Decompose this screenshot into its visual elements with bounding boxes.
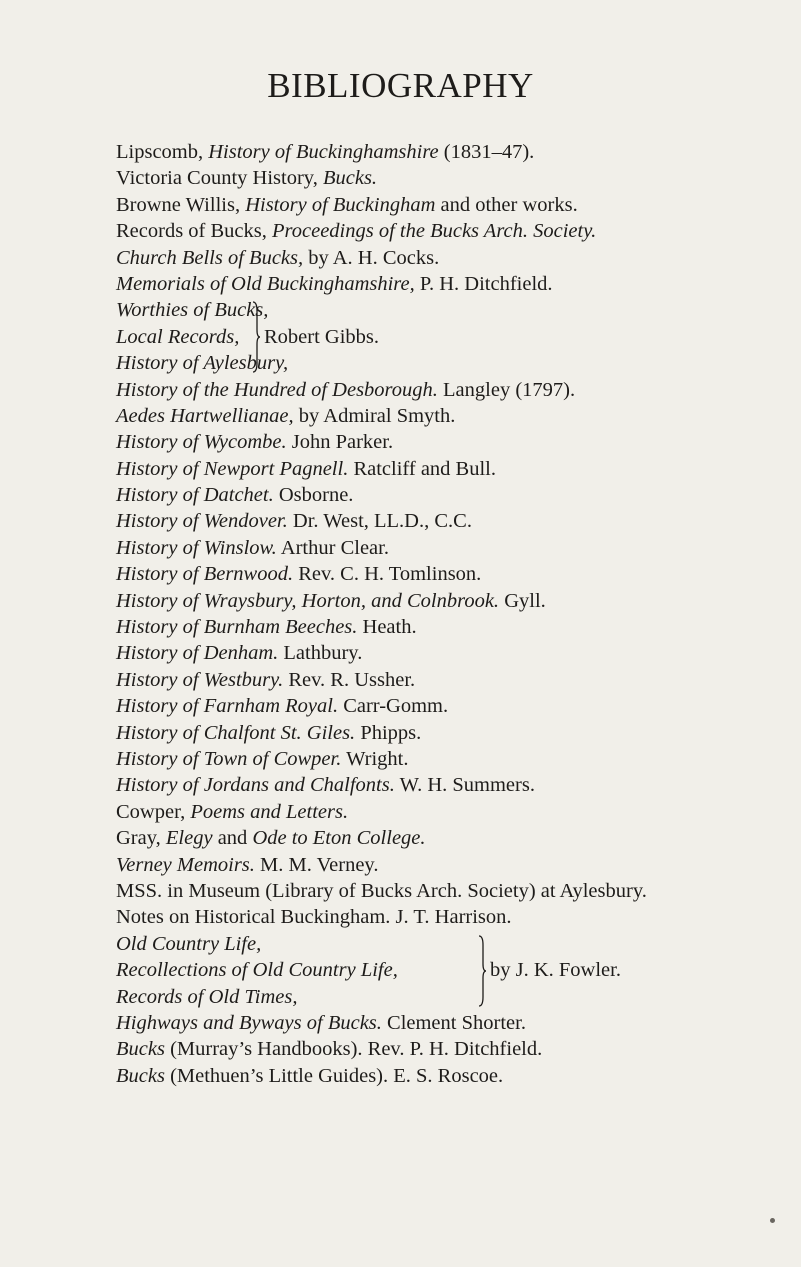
bibliography-entry xyxy=(116,614,796,640)
entry-title: Ode to Eton College. xyxy=(252,827,426,850)
entry-title: Bucks. xyxy=(322,167,378,190)
entry-text: (1831–47). xyxy=(438,141,535,163)
entry-group-gibbs xyxy=(116,297,796,376)
entry-title: Aedes Hartwellianae, xyxy=(116,404,294,427)
bibliography-entry xyxy=(116,535,796,561)
entry-text: Dr. West, LL.D., C.C. xyxy=(287,510,472,533)
entry-text: Wright. xyxy=(341,748,409,770)
entry-title: History of the Hundred of Desborough. xyxy=(116,378,438,401)
entry-title: History of Westbury. xyxy=(116,668,284,691)
entry-title: History of Chalfont St. Giles. xyxy=(116,721,356,744)
entry-group-fowler xyxy=(116,931,796,1010)
entry-title: Highways and Byways of Bucks. xyxy=(116,1011,382,1034)
entry-title: Elegy xyxy=(165,827,213,850)
entry-text: (Murray’s Handbooks). Rev. P. H. Ditchfield. xyxy=(164,1038,543,1061)
bibliography-entry xyxy=(116,377,796,403)
bibliography-entry xyxy=(116,588,796,614)
entry-title: History of Denham. xyxy=(116,642,279,665)
bibliography-entry xyxy=(116,218,796,244)
entries-section-b xyxy=(116,377,796,931)
entry-text: Rev. C. H. Tomlinson. xyxy=(293,563,482,586)
entry-title: History of Buckinghamshire xyxy=(208,141,439,163)
entry-text: Gray, xyxy=(116,827,166,850)
entry-title: History of Bernwood. xyxy=(116,563,294,586)
entry-title: History of Wycombe. xyxy=(116,431,287,454)
grouped-title: Worthies of Bucks, xyxy=(116,299,269,322)
entries-section-c xyxy=(116,1010,796,1089)
entry-text: Browne Willis, xyxy=(116,193,246,216)
bibliography-entry xyxy=(116,1010,796,1036)
entry-text: (Methuen’s Little Guides). E. S. Roscoe. xyxy=(164,1064,504,1087)
entry-text: by Admiral Smyth. xyxy=(293,404,456,427)
entry-text: Notes on Historical Buckingham. J. T. Harrison. xyxy=(116,906,512,929)
grouped-author: Robert Gibbs. xyxy=(264,325,380,348)
grouped-title: History of Aylesbury, xyxy=(116,352,289,375)
bibliography-entry xyxy=(116,456,796,482)
bibliography-entry xyxy=(116,693,796,719)
grouped-title: Old Country Life, xyxy=(116,932,262,955)
entry-title: Verney Memoirs. xyxy=(116,853,255,876)
entry-title: Bucks xyxy=(116,1064,165,1087)
bibliography-entry xyxy=(116,825,796,851)
grouped-title: Records of Old Times, xyxy=(116,985,298,1008)
entry-text: MSS. in Museum (Library of Bucks Arch. Society) at Aylesbury. xyxy=(116,879,647,902)
entry-text: Lipscomb, xyxy=(116,141,209,163)
bibliography-entry xyxy=(116,482,796,508)
entry-title: History of Jordans and Chalfonts. xyxy=(116,774,395,797)
bibliography-entry xyxy=(116,1063,796,1089)
bibliography-entry xyxy=(116,799,796,825)
grouped-title: Recollections of Old Country Life, xyxy=(116,959,398,982)
right-brace-icon xyxy=(252,301,260,373)
bibliography-entry xyxy=(116,746,796,772)
entry-title: Bucks xyxy=(116,1038,165,1061)
entry-text: Heath. xyxy=(357,616,417,639)
entry-text: Cowper, xyxy=(116,800,191,823)
entry-text: M. M. Verney. xyxy=(254,853,379,876)
entry-title: History of Burnham Beeches. xyxy=(116,616,358,639)
entry-title: History of Newport Pagnell. xyxy=(116,457,349,480)
bibliography-entry xyxy=(116,508,796,534)
bibliography-entry xyxy=(116,165,796,191)
right-brace-icon xyxy=(478,935,486,1007)
entry-title: History of Winslow. xyxy=(116,536,277,559)
entry-text: Carr-Gomm. xyxy=(338,695,449,718)
entry-title: Poems and Letters. xyxy=(190,800,349,823)
entry-title: Memorials of Old Buckinghamshire, xyxy=(116,272,415,295)
bibliography-entry xyxy=(116,1036,796,1062)
entry-title: History of Town of Cowper. xyxy=(116,748,342,770)
entry-text: Clement Shorter. xyxy=(381,1011,526,1034)
entry-text: and xyxy=(212,827,253,850)
entry-text: Lathbury. xyxy=(278,642,363,665)
entry-text: Records of Bucks, xyxy=(116,220,273,243)
grouped-author: by J. K. Fowler. xyxy=(490,959,621,982)
entry-text: Victoria County History, xyxy=(116,167,323,190)
entry-title: History of Buckingham xyxy=(245,193,436,216)
bibliography-entry xyxy=(116,904,796,930)
bibliography-entry xyxy=(116,640,796,666)
entry-text: Langley (1797). xyxy=(437,378,576,401)
entry-title: History of Datchet. xyxy=(116,484,274,507)
bibliography-entry xyxy=(116,403,796,429)
bibliography-entry xyxy=(116,772,796,798)
entry-text: Phipps. xyxy=(355,721,422,744)
bibliography-entry xyxy=(116,878,796,904)
grouped-title: Local Records, xyxy=(116,325,240,348)
entries-section-a xyxy=(116,139,796,297)
bibliography-entry xyxy=(116,139,796,165)
bibliography-entry xyxy=(116,429,796,455)
bibliography-entry xyxy=(116,245,796,271)
entry-text: by A. H. Cocks. xyxy=(303,246,440,269)
entry-text: Rev. R. Ussher. xyxy=(283,668,416,691)
entry-text: John Parker. xyxy=(286,431,394,454)
entry-title: History of Wraysbury, Horton, and Colnbrook. xyxy=(116,589,500,612)
entry-title: History of Farnham Royal. xyxy=(116,695,339,718)
entry-text: W. H. Summers. xyxy=(394,774,535,797)
bibliography-list xyxy=(116,139,796,1089)
bibliography-entry xyxy=(116,561,796,587)
entry-title: Church Bells of Bucks, xyxy=(116,246,304,269)
entry-text: Osborne. xyxy=(273,484,354,507)
page-title: BIBLIOGRAPHY xyxy=(267,66,534,105)
entry-text: and other works. xyxy=(435,193,578,216)
entry-text: Gyll. xyxy=(499,589,546,612)
bibliography-entry xyxy=(116,271,796,297)
bibliography-entry xyxy=(116,192,796,218)
entry-text: P. H. Ditchfield. xyxy=(414,272,553,295)
entry-text: Arthur Clear. xyxy=(276,536,389,559)
bibliography-entry xyxy=(116,720,796,746)
entry-title: History of Wendover. xyxy=(116,510,288,533)
paper-speck xyxy=(770,1218,775,1223)
entry-text: Ratcliff and Bull. xyxy=(348,457,496,480)
entry-title: Proceedings of the Bucks Arch. Society. xyxy=(272,220,597,243)
bibliography-entry xyxy=(116,852,796,878)
bibliography-entry xyxy=(116,667,796,693)
